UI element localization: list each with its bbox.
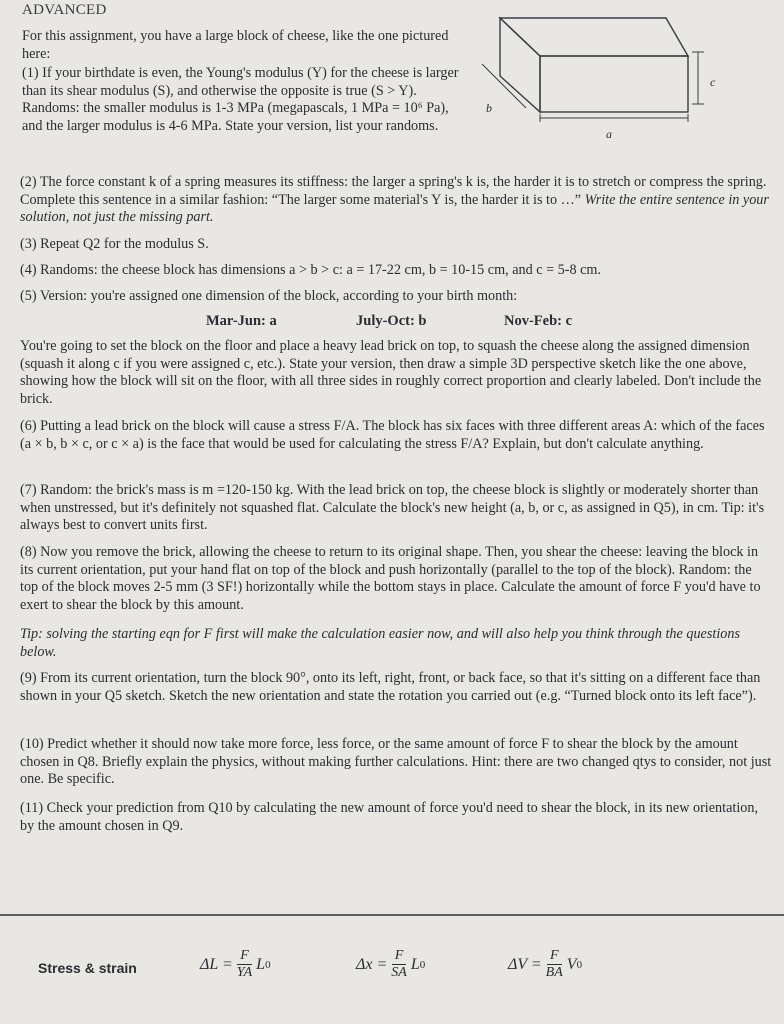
formula-2-fraction [389,948,409,981]
question-1: (1) If your birthdate is even, the Young's modulus (Y) for the cheese is larger than its shear modulus (S), and otherwise the opposite is true (S > Y). Randoms: the smaller modulus is 1-3 MPa (megapascals, 1 MPa = 10⁶ Pa), and the larger modulus is 4-6 MPa. State your version, list your randoms. [22,65,459,134]
formula-2-denominator: SA [391,965,407,980]
question-3: (3) Repeat Q2 for the modulus S. [20,236,209,252]
formula-1-lhs: ΔL = [200,955,233,973]
formula-2-lhs: Δx = [356,955,388,973]
top-face [500,18,688,56]
section-heading: ADVANCED [22,2,107,18]
formula-2-numerator: F [392,948,407,965]
version-nov-feb: Nov-Feb: c [504,313,573,329]
intro-text [22,28,472,135]
formula-3-fraction [544,948,565,981]
question-11: (11) Check your prediction from Q10 by calculating the new amount of force you'd need to shear the block, in its new orientation, by the amount chosen in Q9. [20,800,758,834]
formula-label: Stress & strain [38,960,137,976]
cheese-block-figure [470,14,730,154]
question-8: (8) Now you remove the brick, allowing the cheese to return to its original shape. Then, you shear the cheese: leaving the block in its current orientation, put your hand flat on top of the block and push horizontally (parallel to the top of the block). Random: the top of the block moves 2-5 mm (3 SF!) horizontally while the bottom stays in place. Calculate the amount of force F you'd have to exert to shear the block by this amount. [20,544,761,613]
formula-3-subscript: 0 [576,958,583,971]
formula-1-denominator: YA [236,965,253,980]
formula-3-lhs: ΔV = [508,955,542,973]
formula-1-rhs: L [256,955,266,973]
formula-3-rhs: V [566,955,577,973]
question-2-instruction: Write the entire sentence in your solution, not just the missing part. [20,191,769,225]
formula-row [0,948,784,988]
formula-shear-displacement [356,948,425,981]
formula-volume-change [508,948,582,981]
intro-paragraph: For this assignment, you have a large block of cheese, like the one pictured here: [22,28,449,62]
label-b: b [486,101,492,115]
formula-1-numerator: F [237,948,252,965]
question-2 [20,174,772,227]
formula-length-change [200,948,271,981]
version-jul-oct: July-Oct: b [356,313,427,329]
question-2-text: (2) The force constant k of a spring measures its stiffness: the larger a spring's k is, the harder it is to stretch or compress the spring. Complete this sentence in a similar fashion: “The larger some material's Y is, the harder it is to …” [20,174,767,208]
left-face [500,18,540,112]
question-9: (9) From its current orientation, turn the block 90°, onto its left, right, front, or back face, so that it's sitting on a different face than shown in your Q5 sketch. Sketch the new orientation and state the rotation you carried out (e.g. “Turned block onto its left face”). [20,670,761,704]
question-10: (10) Predict whether it should now take more force, less force, or the same amount of force F to shear the block by the amount chosen in Q8. Briefly explain the physics, without making further calculations. Hint: there are two changed qtys to consider, not just one. Be specific. [20,736,772,787]
formula-3-numerator: F [547,948,562,965]
question-4: (4) Randoms: the cheese block has dimensions a > b > c: a = 17-22 cm, b = 10-15 cm, and c = 5-8 cm. [20,262,601,278]
front-face [540,56,688,112]
formula-3-denominator: BA [545,965,563,980]
formula-2-rhs: L [410,955,420,973]
question-5-details: You're going to set the block on the floor and place a heavy lead brick on top, to squash the cheese along the assigned dimension (squash it along c if you were assigned c, etc.). State your version, then draw a simple 3D perspective sketch like the one above, showing how the block will sit on the floor, with all three sides in roughly correct proportion and clearly labeled. Don't include the brick. [20,338,762,407]
label-a: a [606,127,612,141]
question-5: (5) Version: you're assigned one dimension of the block, according to your birth month: [20,288,518,304]
label-c: c [710,75,716,89]
formula-1-fraction [235,948,254,981]
version-mar-jun: Mar-Jun: a [206,313,277,329]
formula-2-subscript: 0 [419,958,426,971]
question-6: (6) Putting a lead brick on the block will cause a stress F/A. The block has six faces with three different areas A: which of the faces (a × b, b × c, or c × a) is the face that would be used for calculating the stress F/A? Explain, but don't calculate anything. [20,418,765,452]
section-divider [0,914,784,916]
question-7: (7) Random: the brick's mass is m =120-150 kg. With the lead brick on top, the cheese block is slightly or moderately shorter than when unstressed, but it's definitely not squashed flat. Calculate the block's new height (a, b, or c, as assigned in Q5), in cm. Tip: it's always best to convert units first. [20,482,765,533]
formula-1-subscript: 0 [265,958,271,971]
question-8-tip: Tip: solving the starting eqn for F first will make the calculation easier now, and will also help you think through the questions below. [20,626,740,660]
